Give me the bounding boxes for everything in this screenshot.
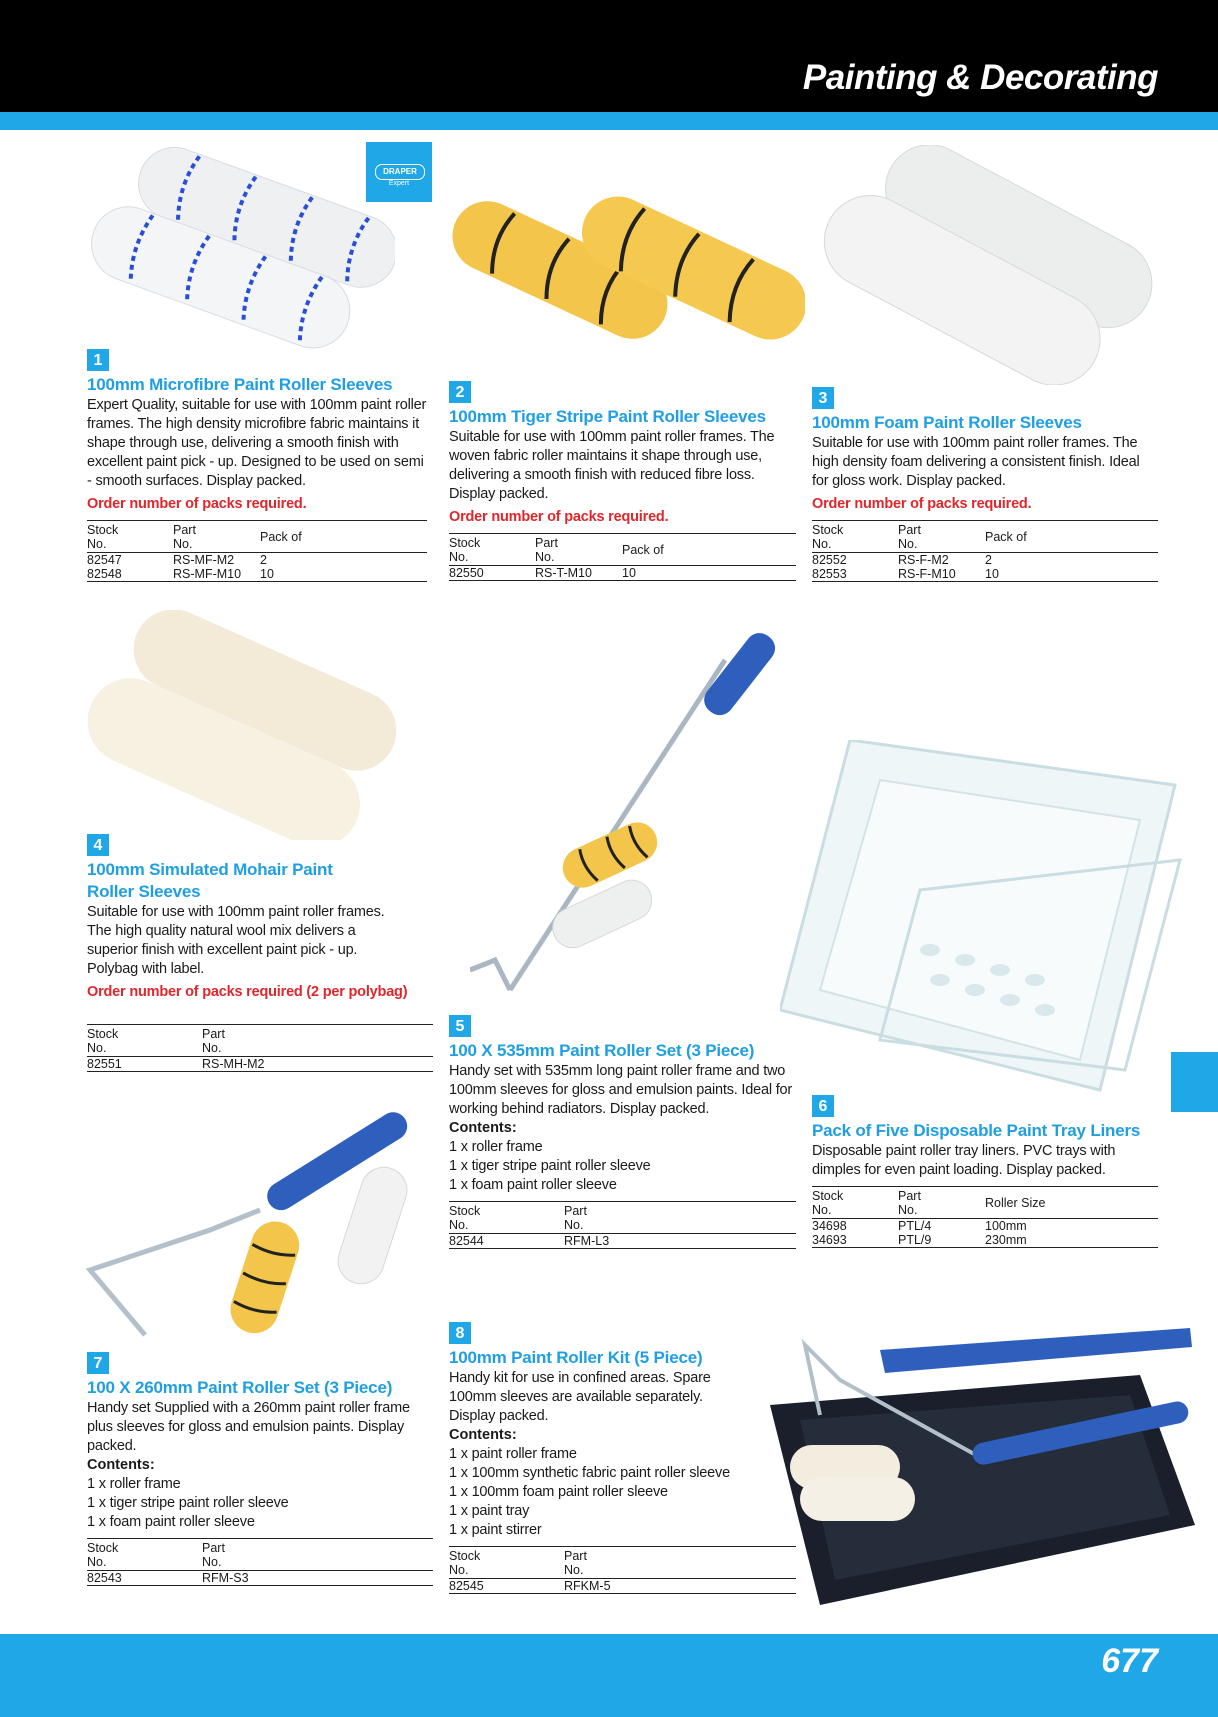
table-row: 82552 RS-F-M2 2 bbox=[812, 553, 992, 567]
mohair-sleeves-image bbox=[75, 610, 405, 840]
product-1 bbox=[87, 349, 427, 582]
header-stripe bbox=[0, 112, 1218, 130]
spec-table bbox=[449, 533, 796, 581]
product-title: 100mm Simulated Mohair Paint Roller Sleeves bbox=[87, 860, 333, 901]
table-header-stock: Stock No. bbox=[449, 1549, 481, 1577]
order-note: Order number of packs required (2 per polybag) bbox=[87, 984, 408, 1000]
product-description: Disposable paint roller tray liners. PVC trays with dimples for even paint loading. Display packed. bbox=[812, 1143, 1116, 1178]
product-title: 100mm Microfibre Paint Roller Sleeves bbox=[87, 375, 393, 394]
table-row: 82548 RS-MF-M10 10 bbox=[87, 567, 274, 581]
product-number-badge: 4 bbox=[87, 834, 109, 856]
table-header-stock: Stock No. bbox=[87, 523, 119, 551]
table-header-part: Part No. bbox=[202, 1541, 225, 1569]
page-title: Painting & Decorating bbox=[802, 58, 1158, 97]
product-title: Pack of Five Disposable Paint Tray Liners bbox=[812, 1121, 1141, 1140]
contents-label: Contents: bbox=[449, 1427, 517, 1443]
product-number-badge: 2 bbox=[449, 381, 471, 403]
contents-item: 1 x paint roller frame bbox=[449, 1446, 577, 1462]
product-number-badge: 3 bbox=[812, 387, 834, 409]
table-header-part: Part No. bbox=[202, 1027, 225, 1055]
long-roller-set-image bbox=[470, 625, 800, 1020]
order-note: Order number of packs required. bbox=[812, 496, 1032, 512]
table-header-pack: Pack of bbox=[985, 530, 1027, 544]
contents-item: 1 x paint stirrer bbox=[449, 1522, 542, 1538]
table-header-pack: Pack of bbox=[622, 543, 664, 557]
product-title: 100mm Foam Paint Roller Sleeves bbox=[812, 413, 1082, 432]
product-description: Handy set with 535mm long paint roller frame and two 100mm sleeves for gloss and emulsion paints. Ideal for working behind radiators. Display packed. bbox=[449, 1063, 793, 1117]
order-note: Order number of packs required. bbox=[87, 496, 307, 512]
product-title: 100 X 535mm Paint Roller Set (3 Piece) bbox=[449, 1041, 755, 1060]
product-8 bbox=[449, 1322, 796, 1594]
spec-table bbox=[812, 520, 1158, 582]
table-row: 82543 RFM-S3 bbox=[87, 1571, 249, 1585]
table-row: 82544 RFM-L3 bbox=[449, 1234, 610, 1248]
contents-item: 1 x tiger stripe paint roller sleeve bbox=[87, 1495, 289, 1511]
expert-logo-text: Expert bbox=[388, 180, 410, 187]
microfibre-sleeves-image bbox=[75, 130, 395, 355]
table-row: 82553 RS-F-M10 10 bbox=[812, 567, 999, 581]
contents-label: Contents: bbox=[449, 1120, 517, 1136]
product-description: Handy kit for use in confined areas. Spare 100mm sleeves are available separately. Display packed. bbox=[449, 1370, 711, 1424]
contents-label: Contents: bbox=[87, 1457, 155, 1473]
table-header-part: Part No. bbox=[535, 536, 558, 564]
product-description: Suitable for use with 100mm paint roller frames. The high quality natural wool mix delivers a superior finish with excellent paint pick - up. Polybag with label. bbox=[87, 904, 385, 977]
contents-item: 1 x foam paint roller sleeve bbox=[87, 1514, 255, 1530]
product-description: Expert Quality, suitable for use with 100mm paint roller frames. The high density microfibre fabric maintains it shape through use, delivering a smooth finish with excellent paint pick - up. Designed to be used on semi - smooth surfaces. Display packed. bbox=[87, 397, 427, 489]
draper-logo-text: DRAPER bbox=[375, 164, 425, 180]
product-number-badge: 5 bbox=[449, 1015, 471, 1037]
table-header-stock: Stock No. bbox=[449, 1204, 481, 1232]
tiger-stripe-sleeves-image bbox=[440, 160, 805, 390]
table-row: 82551 RS-MH-M2 bbox=[87, 1057, 265, 1071]
contents-item: 1 x roller frame bbox=[87, 1476, 181, 1492]
short-roller-set-image bbox=[80, 1110, 435, 1345]
product-7 bbox=[87, 1352, 433, 1586]
table-header-pack: Pack of bbox=[260, 530, 302, 544]
contents-item: 1 x paint tray bbox=[449, 1503, 530, 1519]
product-5 bbox=[449, 1015, 796, 1249]
product-title: 100mm Tiger Stripe Paint Roller Sleeves bbox=[449, 407, 766, 426]
page-number: 677 bbox=[1101, 1642, 1158, 1680]
table-header-stock: Stock No. bbox=[449, 536, 481, 564]
spec-table bbox=[449, 1546, 796, 1594]
spec-table bbox=[449, 1201, 796, 1249]
contents-item: 1 x 100mm foam paint roller sleeve bbox=[449, 1484, 668, 1500]
table-row: 34698 PTL/4 100mm bbox=[812, 1219, 1027, 1233]
product-2 bbox=[449, 381, 796, 581]
order-note: Order number of packs required. bbox=[449, 509, 669, 525]
tray-liners-image bbox=[780, 740, 1190, 1105]
table-header-stock: Stock No. bbox=[87, 1027, 119, 1055]
product-description: Handy set Supplied with a 260mm paint roller frame plus sleeves for gloss and emulsion paints. Display packed. bbox=[87, 1400, 410, 1454]
table-header-roller-size: Roller Size bbox=[985, 1196, 1046, 1210]
table-header-stock: Stock No. bbox=[812, 1189, 844, 1217]
contents-item: 1 x 100mm synthetic fabric paint roller sleeve bbox=[449, 1465, 730, 1481]
table-header-part: Part No. bbox=[898, 523, 921, 551]
roller-kit-image bbox=[760, 1325, 1200, 1615]
product-number-badge: 1 bbox=[87, 349, 109, 371]
product-description: Suitable for use with 100mm paint roller frames. The woven fabric roller maintains it shape through use, delivering a smooth finish with reduced fibre loss. Display packed. bbox=[449, 429, 775, 502]
contents-item: 1 x tiger stripe paint roller sleeve bbox=[449, 1158, 651, 1174]
product-3 bbox=[812, 387, 1158, 582]
table-header-part: Part No. bbox=[898, 1189, 921, 1217]
foam-sleeves-image bbox=[815, 145, 1155, 385]
table-row: 34693 PTL/9 230mm bbox=[812, 1233, 1027, 1247]
table-header-part: Part No. bbox=[564, 1204, 587, 1232]
product-4 bbox=[87, 834, 433, 1072]
product-title: 100mm Paint Roller Kit (5 Piece) bbox=[449, 1348, 703, 1367]
product-number-badge: 7 bbox=[87, 1352, 109, 1374]
spec-table bbox=[87, 520, 427, 582]
table-row: 82547 RS-MF-M2 2 bbox=[87, 553, 267, 567]
table-header-stock: Stock No. bbox=[87, 1541, 119, 1569]
product-number-badge: 8 bbox=[449, 1322, 471, 1344]
spec-table bbox=[87, 1538, 433, 1586]
table-header-part: Part No. bbox=[564, 1549, 587, 1577]
product-number-badge: 6 bbox=[812, 1095, 834, 1117]
contents-item: 1 x foam paint roller sleeve bbox=[449, 1177, 617, 1193]
product-description: Suitable for use with 100mm paint roller frames. The high density foam delivering a consistent finish. Ideal for gloss work. Display packed. bbox=[812, 435, 1140, 489]
table-row: 82545 RFKM-5 bbox=[449, 1579, 611, 1593]
product-6 bbox=[812, 1095, 1158, 1248]
spec-table bbox=[812, 1186, 1158, 1248]
contents-item: 1 x roller frame bbox=[449, 1139, 543, 1155]
product-title: 100 X 260mm Paint Roller Set (3 Piece) bbox=[87, 1378, 393, 1397]
table-header-stock: Stock No. bbox=[812, 523, 844, 551]
spec-table bbox=[87, 1024, 433, 1072]
footer-bar bbox=[0, 1634, 1218, 1717]
table-row: 82550 RS-T-M10 10 bbox=[449, 566, 636, 580]
table-header-part: Part No. bbox=[173, 523, 196, 551]
